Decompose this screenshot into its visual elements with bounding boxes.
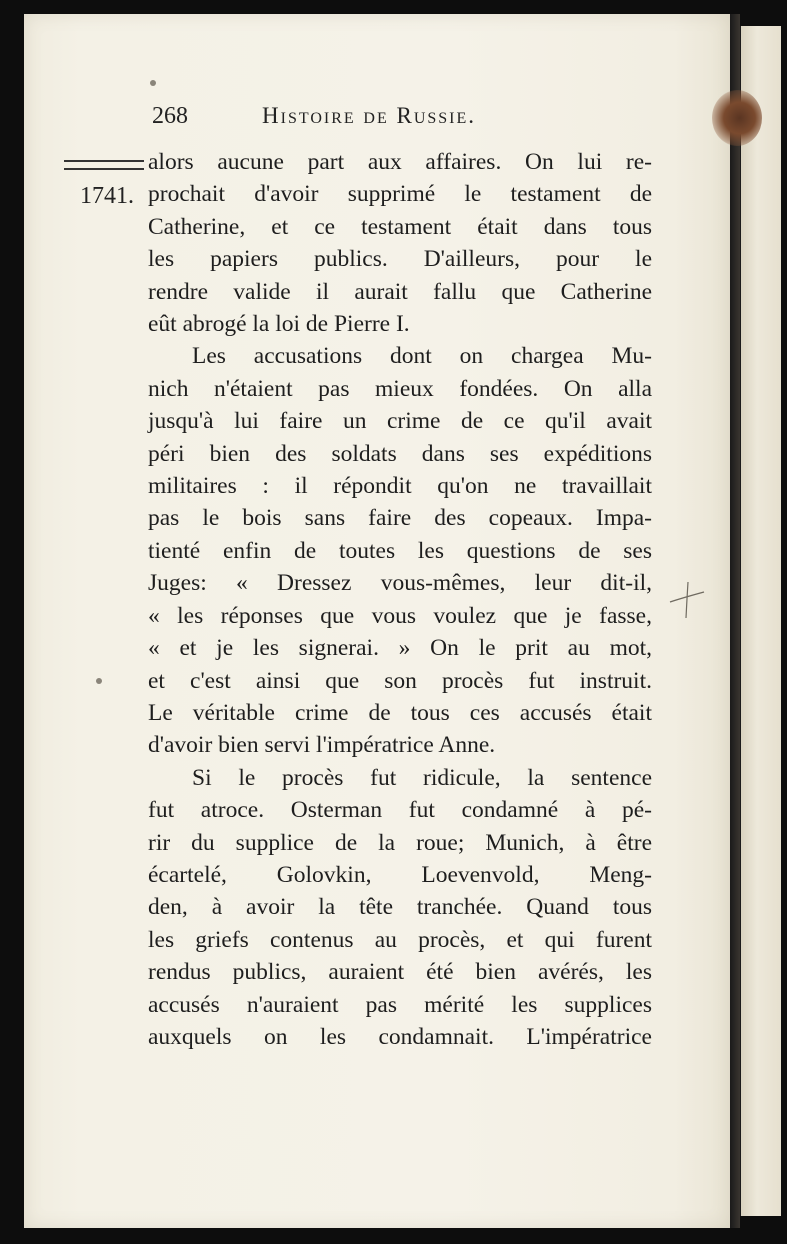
text-line: « les réponses que vous voulez que je fasse, (148, 602, 652, 629)
text-line: écartelé, Golovkin, Loevenvold, Meng- (148, 861, 652, 888)
ink-stain (712, 90, 762, 146)
text-line: den, à avoir la tête tranchée. Quand tous (148, 894, 652, 921)
text-line: d'avoir bien servi l'impératrice Anne. (148, 732, 496, 759)
text-line: péri bien des soldats dans ses expéditions (148, 440, 652, 467)
text-line: rendus publics, auraient été bien avérés, les (148, 959, 652, 986)
text-line: Juges: « Dressez vous-mêmes, leur dit-il, (148, 570, 652, 597)
text-line: jusqu'à lui faire un crime de ce qu'il avait (148, 408, 652, 435)
text-line: les griefs contenus au procès, et qui furent (148, 926, 652, 953)
text-line: tienté enfin de toutes les questions de ses (148, 537, 652, 564)
gutter-shadow (730, 14, 740, 1228)
text-line: Catherine, et ce testament était dans tous (148, 213, 652, 240)
text-line: et c'est ainsi que son procès fut instruit. (148, 667, 652, 694)
page-number: 268 (152, 103, 188, 129)
margin-rule (64, 160, 144, 170)
text-line: Le véritable crime de tous ces accusés était (148, 699, 652, 726)
text-line: pas le bois sans faire des copeaux. Impa- (148, 505, 652, 532)
text-line: auxquels on les condamnait. L'impératrice (148, 1023, 652, 1050)
text-line: rir du supplice de la roue; Munich, à être (148, 829, 652, 856)
running-title: Histoire de Russie. (262, 103, 477, 128)
body-text (148, 146, 652, 1053)
text-line: « et je les signerai. » On le prit au mot, (148, 635, 652, 662)
text-line: prochait d'avoir supprimé le testament de (148, 181, 652, 208)
page-header (152, 103, 652, 133)
paper-speck (150, 80, 156, 86)
text-line: accusés n'auraient pas mérité les supplices (148, 991, 652, 1018)
text-line: eût abrogé la loi de Pierre I. (148, 311, 410, 338)
facing-page-edge (738, 26, 781, 1216)
pencil-cross-mark (668, 580, 708, 620)
text-line: nich n'étaient pas mieux fondées. On alla (148, 375, 652, 402)
text-line: Les accusations dont on chargea Mu- (192, 343, 652, 370)
margin-year: 1741. (80, 183, 134, 209)
text-line: militaires : il répondit qu'on ne travaillait (148, 473, 652, 500)
text-line: alors aucune part aux affaires. On lui re- (148, 149, 652, 175)
text-line: Si le procès fut ridicule, la sentence (192, 764, 652, 791)
text-line: fut atroce. Osterman fut condamné à pé- (148, 797, 652, 824)
text-line: rendre valide il aurait fallu que Catherine (148, 278, 652, 305)
text-line: les papiers publics. D'ailleurs, pour le (148, 246, 652, 273)
paper-speck (96, 678, 102, 684)
